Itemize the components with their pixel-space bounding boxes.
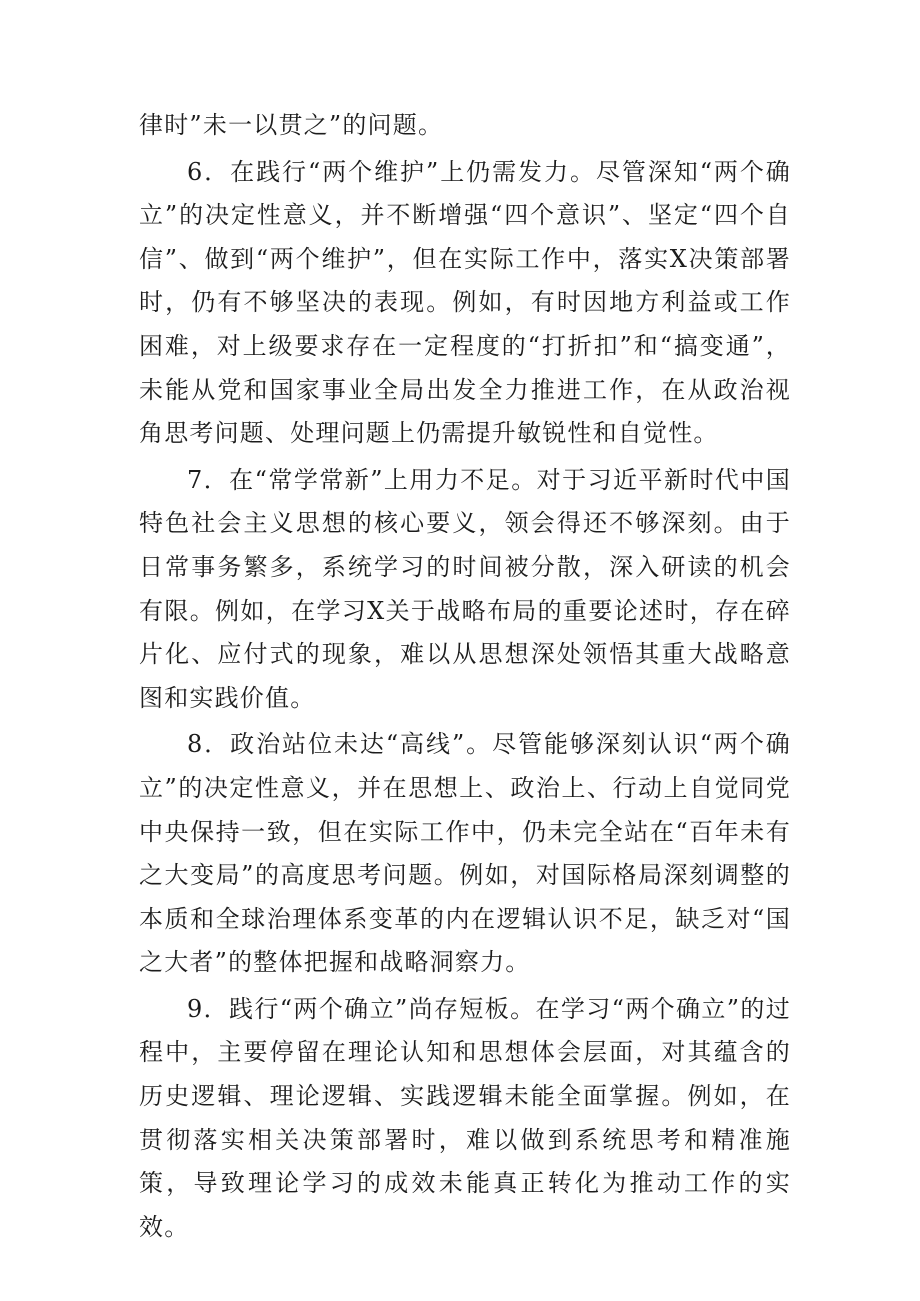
paragraph-item-6: 6．在践行“两个维护”上仍需发力。尽管深知“两个确立”的决定性意义，并不断增强“四个意识”、坚定“四个自信”、做到“两个维护”，但在实际工作中，落实X决策部署时，仍有不够坚决的表现。例如，有时因地方利益或工作困难，对上级要求存在一定程度的“打折扣”和“搞变通”，未能从党和国家事业全局出发全力推进工作，在从政治视角思考问题、处理问题上仍需提升敏锐性和自觉性。 xyxy=(139,157,791,448)
paragraph-continuation: 律时”未一以贯之”的问题。 xyxy=(139,111,444,139)
paragraph-item-9: 9．践行“两个确立”尚存短板。在学习“两个确立”的过程中，主要停留在理论认知和思想体会层面，对其蕴含的历史逻辑、理论逻辑、实践逻辑未能全面掌握。例如，在贯彻落实相关决策部署时，难以做到系统思考和精准施策，导致理论学习的成效未能真正转化为推动工作的实效。 xyxy=(139,994,791,1241)
paragraph-item-8: 8．政治站位未达“高线”。尽管能够深刻认识“两个确立”的决定性意义，并在思想上、政治上、行动上自觉同党中央保持一致，但在实际工作中，仍未完全站在“百年未有之大变局”的高度思考问题。例如，对国际格局深刻调整的本质和全球治理体系变革的内在逻辑认识不足，缺乏对“国之大者”的整体把握和战略洞察力。 xyxy=(139,730,791,977)
document-body xyxy=(139,104,791,1252)
paragraph-item-7: 7．在“常学常新”上用力不足。对于习近平新时代中国特色社会主义思想的核心要义，领会得还不够深刻。由于日常事务繁多，系统学习的时间被分散，深入研读的机会有限。例如，在学习X关于战略布局的重要论述时，存在碎片化、应付式的现象，难以从思想深处领悟其重大战略意图和实践价值。 xyxy=(139,465,791,712)
